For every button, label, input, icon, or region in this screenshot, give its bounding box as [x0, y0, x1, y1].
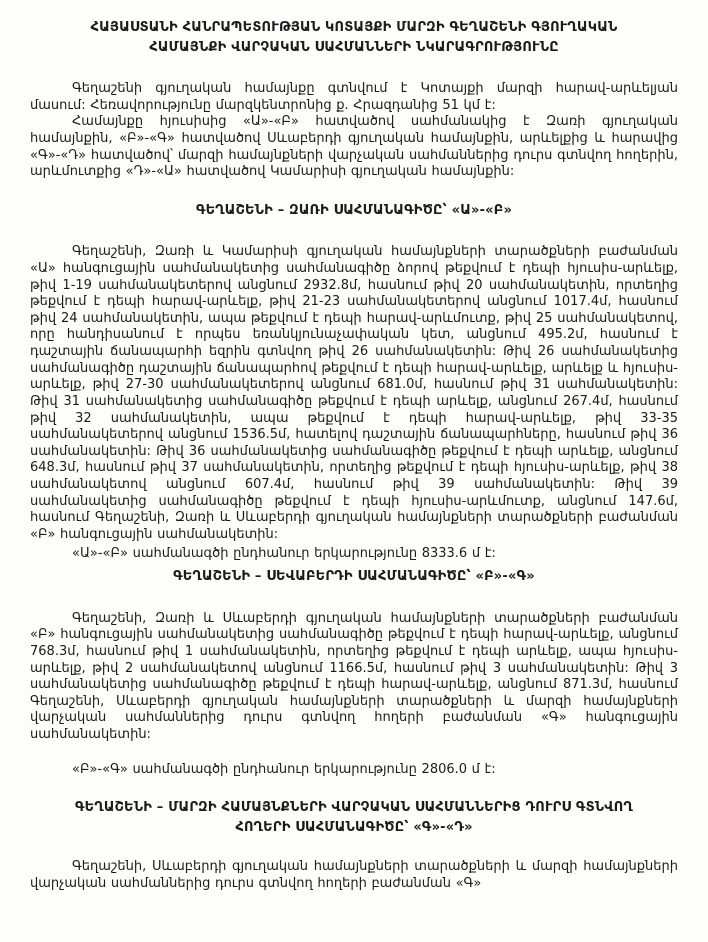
section-total-length-a-b: «Ա»-«Բ» սահմանագծի ընդհանուր երկարությունը 8333.6 մ է: [72, 545, 496, 561]
section-heading-geghashen-sevaberd: ԳԵՂԱՇԵՆԻ – ՍԵՎԱԲԵՐԴԻ ՍԱՀՄԱՆԱԳԻԾԸ՝ «Բ»-«Գ» [173, 569, 535, 585]
intro-paragraph-location: Գեղաշենի գյուղական համայնքը գտնվում է Կոտայքի մարզի հարավ-արևելյան մասում: Հեռավորությունը մարզկենտրոնից ք. Հրազդանից 51 կմ է: [30, 81, 678, 113]
section-body-geghashen-outside-lands: Գեղաշենի, Սևաբերդի գյուղական համայնքների տարածքների և մարզի համայնքների վարչական սահմաններից դուրս գտնվող հողերի բաժանման «Գ» [30, 859, 678, 891]
document-title: ՀԱՅԱՍՏԱՆԻ ՀԱՆՐԱՊԵՏՈՒԹՅԱՆ ԿՈՏԱՅՔԻ ՄԱՐԶԻ ԳԵՂԱՇԵՆԻ ԳՅՈՒՂԱԿԱՆ ՀԱՄԱՅՆՔԻ ՎԱՐՉԱԿԱՆ ՍԱՀՄԱՆՆԵՐԻ ՆԿԱՐԱԳՐՈՒԹՅՈՒՆԸ [90, 20, 618, 55]
section-heading-geghashen-zar: ԳԵՂԱՇԵՆԻ – ԶԱՌԻ ՍԱՀՄԱՆԱԳԻԾԸ՝ «Ա»-«Բ» [195, 202, 513, 218]
intro-paragraph-neighbors: Համայնքը հյուսիսից «Ա»-«Բ» հատվածով սահմանակից է Զառի գյուղական համայնքին, «Բ»-«Գ» հատվածով Սևաբերդի գյուղական համայնքին, արևելքից և հարավից «Գ»-«Դ» հատվածով՝ մարզի համայնքների վարչական սահմաններից դուրս գտնվող հողերին, արևմուտքից «Դ»-«Ա» հատվածով Կամարիսի գյուղական համայնքին: [30, 114, 678, 180]
section-total-length-b-g: «Բ»-«Գ» սահմանագծի ընդհանուր երկարությունը 2806.0 մ է: [72, 761, 496, 777]
section-body-geghashen-sevaberd: Գեղաշենի, Զառի և Սևաբերդի գյուղական համայնքների տարածքների բաժանման «Բ» հանգուցային սահմանակետից սահմանագիծը թեքվում է դեպի հարավ-արևելք, անցնում 768.3մ, հասնում թիվ 1 սահմանակետին, որտեղից թեքվում է դեպի արևելք, ապա հյուսիս-արևելք, թիվ 2 սահմանակետով անցնում 1166.5մ, հասնում թիվ 3 սահմանակետին: Թիվ 3 սահմանակետից սահմանագիծը թեքվում է դեպի հարավ-արևելք, անցնում 871.3մ, հասնում Գեղաշենի, Սևաբերդի գյուղական համայնքների տարածքների և մարզի համայնքների վարչական սահմաններից դուրս գտնվող հողերի բաժանման «Գ» հանգուցային սահմանակետին: [30, 610, 678, 742]
section-body-geghashen-zar: Գեղաշենի, Զառի և Կամարիսի գյուղական համայնքների տարածքների բաժանման «Ա» հանգուցային սահմանակետից սահմանագիծը ձորով թեքվում է դեպի հյուսիս-արևելք, թիվ 1-19 սահմանակետերով անցնում 2932.8մ, հասնում թիվ 20 սահմանակետին, որտեղից թեքվում է դեպի հարավ-արևելք, թիվ 21-23 սահմանակետերով անցնում 1017.4մ, հասնում թիվ 24 սահմանակետին, ապա թեքվում է դեպի հարավ-արևմուտք, թիվ 25 սահմանակետով, որը հանդիսանում է որպես եռանկյունաչափական կետ, անցնում 495.2մ, հասնում է դաշտային ճանապարհի եզրին գտնվող թիվ 26 սահմանակետին: Թիվ 26 սահմանակետից սահմանագիծը դաշտային ճանապարհով թեքվում է դեպի հարավ-արևելք, արևելք և հյուսիս-արևելք, թիվ 27-30 սահմանակետերով անցնում 681.0մ, հասնում թիվ 31 սահմանակետին: Թիվ 31 սահմանակետից սահմանագիծը թեքվում է դեպի արևելք, անցնում 267.4մ, հասնում թիվ 32 սահմանակետին, ապա թեքվում է դեպի հարավ-արևելք, թիվ 33-35 սահմանակետերով անցնում 1536.5մ, հատելով դաշտային ճանապարհները, հասնում թիվ 36 սահմանակետին: Թիվ 36 սահմանակետից սահմանագիծը թեքվում է դեպի արևելք, անցնում 648.3մ, հասնում թիվ 37 սահմանակետին, որտեղից թեքվում է դեպի հյուսիս-արևելք, թիվ 38 սահմանակետով անցնում 607.4մ, հասնում թիվ 39 սահմանակետին: Թիվ 39 սահմանակետից սահմանագիծը թեքվում է դեպի հյուսիս-արևմուտք, անցնում 147.6մ, հասնում Գեղաշենի, Զառի և Սևաբերդի գյուղական համայնքների տարածքների բաժանման «Բ» հանգուցային սահմանակետին: [30, 244, 678, 542]
section-heading-geghashen-outside-lands: ԳԵՂԱՇԵՆԻ – ՄԱՐԶԻ ՀԱՄԱՅՆՔՆԵՐԻ ՎԱՐՉԱԿԱՆ ՍԱՀՄԱՆՆԵՐԻՑ ԴՈՒՐՍ ԳՏՆՎՈՂ ՀՈՂԵՐԻ ՍԱՀՄԱՆԱԳԻԾԸ՝ «Գ»-«Դ» [75, 800, 633, 835]
